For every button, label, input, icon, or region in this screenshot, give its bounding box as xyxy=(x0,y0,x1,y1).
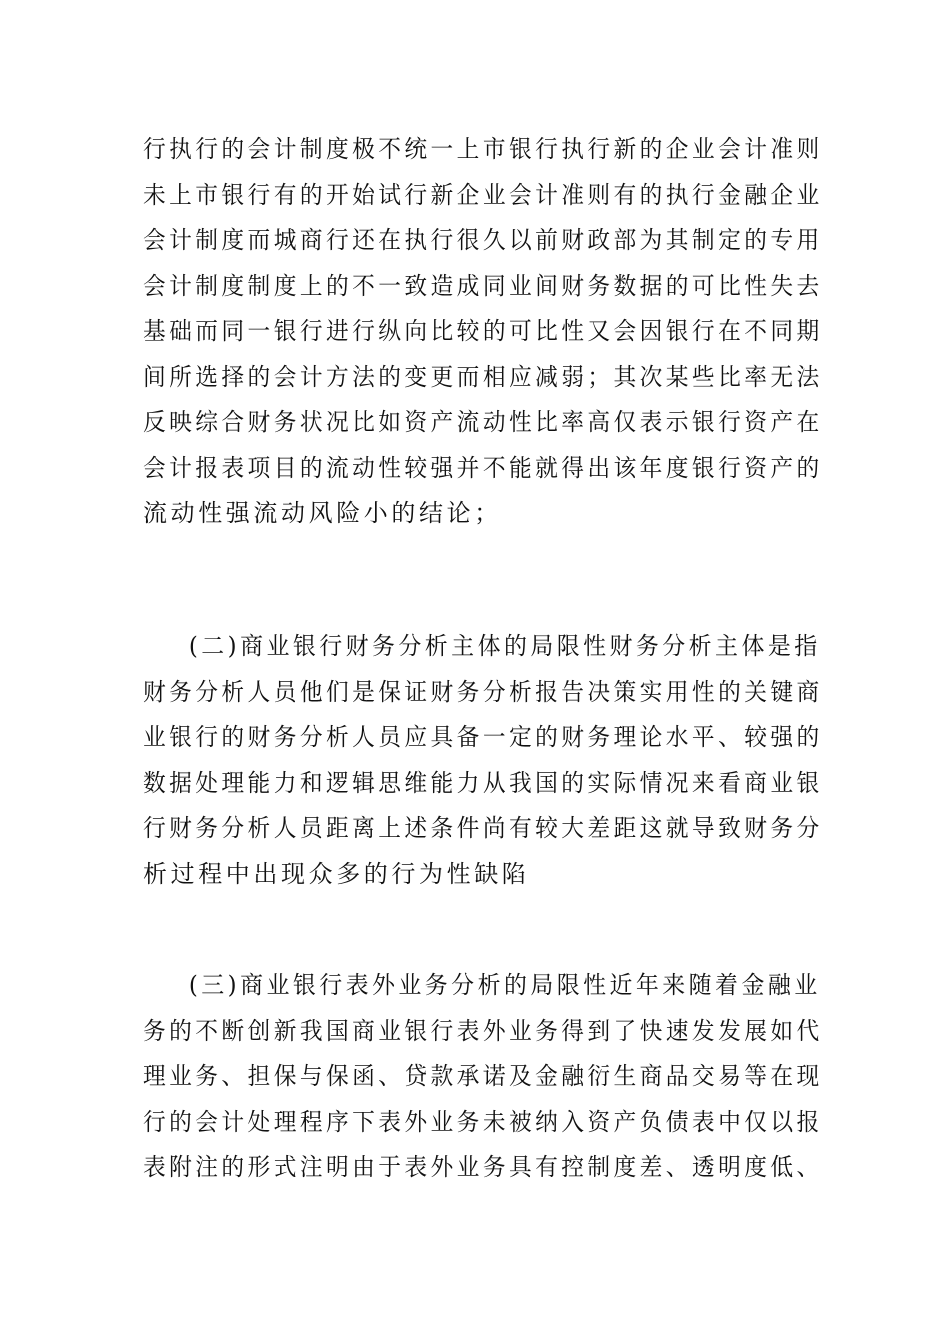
text-line: 行的会计处理程序下表外业务未被纳入资产负债表中仅以报 xyxy=(143,1107,823,1136)
text-line: 未上市银行有的开始试行新企业会计准则有的执行金融企业 xyxy=(143,180,823,209)
paragraph-accounting-standards xyxy=(143,127,823,537)
text-line: 会计报表项目的流动性较强并不能就得出该年度银行资产的 xyxy=(143,453,823,482)
text-line: 析过程中出现众多的行为性缺陷 xyxy=(143,859,530,888)
paragraph-analysis-subject xyxy=(143,624,823,897)
text-line: 基础而同一银行进行纵向比较的可比性又会因银行在不同期 xyxy=(143,317,823,345)
text-line: 间所选择的会计方法的变更而相应减弱；其次某些比率无法 xyxy=(143,362,823,391)
paragraph-off-balance-sheet xyxy=(143,963,823,1191)
text-line: 财务分析人员他们是保证财务分析报告决策实用性的关键商 xyxy=(143,677,823,706)
text-line: 会计制度而城商行还在执行很久以前财政部为其制定的专用 xyxy=(143,226,823,254)
text-line: 会计制度制度上的不一致造成同业间财务数据的可比性失去 xyxy=(143,271,823,300)
text-line: 表附注的形式注明由于表外业务具有控制度差、透明度低、 xyxy=(143,1153,823,1181)
text-line: 行执行的会计制度极不统一上市银行执行新的企业会计准则 xyxy=(143,135,823,163)
text-line: 业银行的财务分析人员应具备一定的财务理论水平、较强的 xyxy=(143,723,823,751)
text-line: 务的不断创新我国商业银行表外业务得到了快速发发展如代 xyxy=(143,1016,823,1045)
text-line: (三)商业银行表外业务分析的局限性近年来随着金融业 xyxy=(188,971,821,999)
text-line: 流动性强流动风险小的结论； xyxy=(143,499,502,527)
text-line: 理业务、担保与保函、贷款承诺及金融衍生商品交易等在现 xyxy=(143,1062,823,1090)
text-line: 数据处理能力和逻辑思维能力从我国的实际情况来看商业银 xyxy=(143,768,823,797)
text-line: (二)商业银行财务分析主体的局限性财务分析主体是指 xyxy=(188,632,821,660)
text-line: 行财务分析人员距离上述条件尚有较大差距这就导致财务分 xyxy=(143,814,823,842)
text-line: 反映综合财务状况比如资产流动性比率高仅表示银行资产在 xyxy=(143,408,823,436)
